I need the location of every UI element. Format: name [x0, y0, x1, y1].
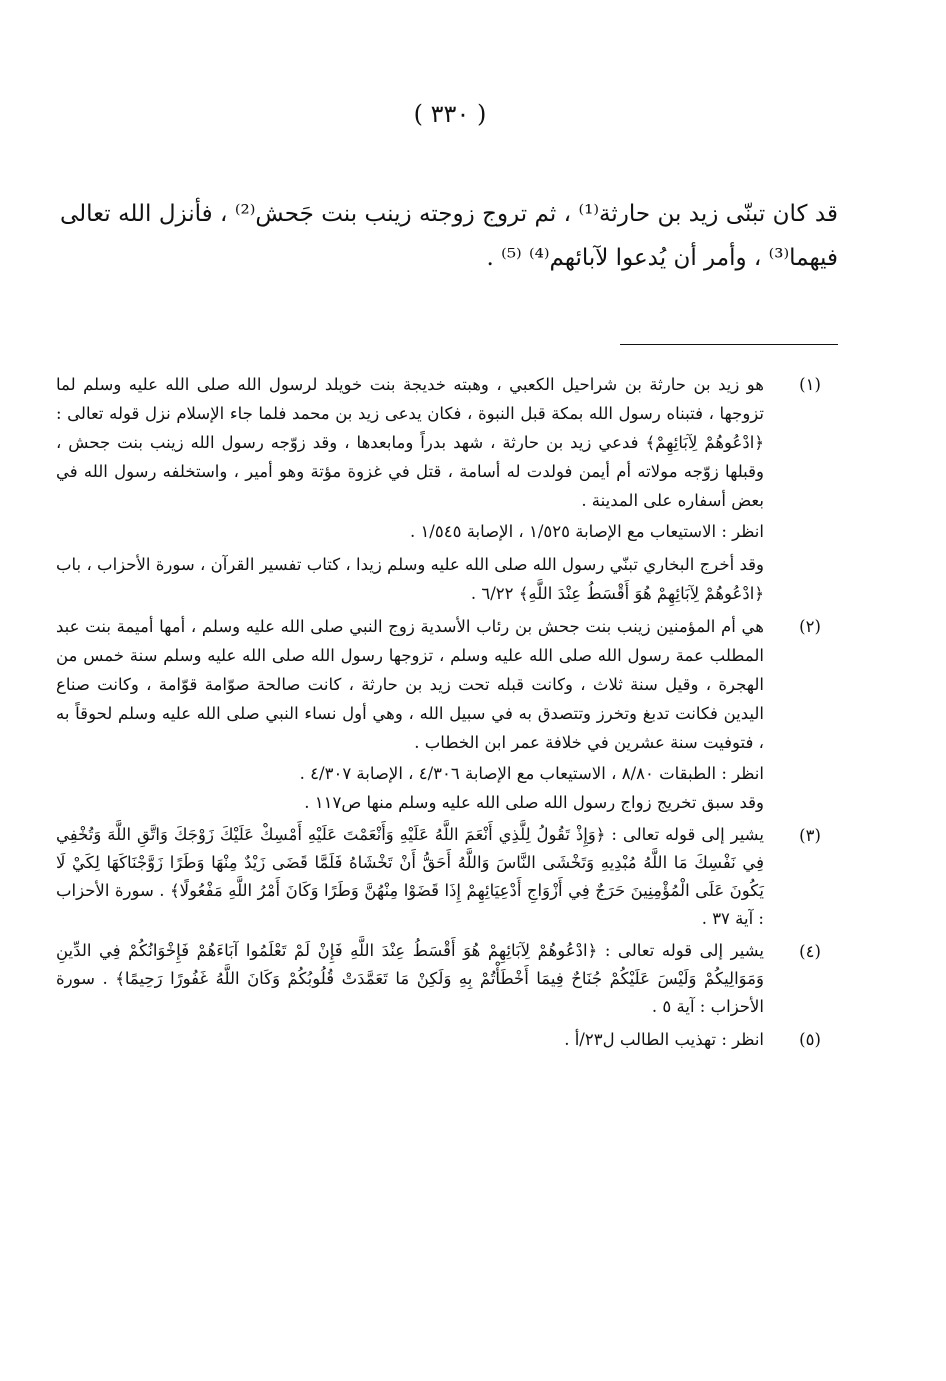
footnote-number: (٤)	[799, 942, 821, 961]
footnote-number: (١)	[799, 375, 821, 394]
footnote-5	[56, 1025, 838, 1054]
footnote-text: وقد سبق تخريج زواج رسول الله صلى الله عليه وسلم منها ص١١٧ .	[304, 793, 764, 812]
footnote-quran-quote: يشير إلى قوله تعالى : ﴿وَإِذْ تَقُولُ لِلَّذِي أَنْعَمَ اللَّهُ عَلَيْهِ وَأَنْعَمْتَ عَلَيْهِ أَمْسِكْ عَلَيْكَ زَوْجَكَ وَاتَّقِ اللَّهَ وَتُخْفِي فِي نَفْسِكَ مَا اللَّهُ مُبْدِيهِ وَتَخْشَى النَّاسَ وَاللَّهُ أَحَقُّ أَنْ تَخْشَاهُ فَلَمَّا قَضَى زَيْدٌ مِنْهَا وَطَرًا زَوَّجْنَاكَهَا لِكَيْ لَا يَكُونَ عَلَى الْمُؤْمِنِينَ حَرَجٌ فِي أَزْوَاجِ أَدْعِيَائِهِمْ إِذَا قَضَوْا مِنْهُنَّ وَطَرًا وَكَانَ أَمْرُ اللَّهِ مَفْعُولًا﴾ . سورة الأحزاب : آية ٣٧ .	[56, 825, 764, 928]
footnote-number: (٥)	[799, 1030, 821, 1049]
footnote-separator	[620, 344, 838, 345]
footnotes-section	[56, 370, 838, 1054]
page-number: ( ٣٣٠ )	[413, 100, 487, 128]
footnote-body	[56, 612, 764, 817]
footnote-text: انظر : تهذيب الطالب ل٢٣/أ .	[564, 1030, 764, 1049]
footnote-4	[56, 937, 838, 1021]
footnote-text: هي أم المؤمنين زينب بنت جحش بن رئاب الأسدية زوج النبي صلى الله عليه وسلم ، أمها أميمة بنت عبد المطلب عمة رسول الله صلى الله عليه وسلم ، تزوجها رسول الله صلى الله عليه وسلم سنة خمس من الهجرة ، وقيل سنة ثلاث ، وكانت قبله تحت زيد بن حارثة ، كانت صالحة صوّامة قوّامة ، وكانت صناع اليدين فكانت تدبغ وتخرز وتتصدق به في سبيل الله ، وهي أول نساء النبي صلى الله عليه وسلم لحوقاً به ، فتوفيت سنة عشرين في خلافة عمر ابن الخطاب .	[56, 617, 764, 752]
footnote-body	[56, 1025, 764, 1054]
footnote-body	[56, 937, 764, 1021]
footnote-quran-quote: يشير إلى قوله تعالى : ﴿ادْعُوهُمْ لِآبَائِهِمْ هُوَ أَقْسَطُ عِنْدَ اللَّهِ فَإِنْ لَمْ تَعْلَمُوا آبَاءَهُمْ فَإِخْوَانُكُمْ فِي الدِّينِ وَمَوَالِيكُمْ وَلَيْسَ عَلَيْكُمْ جُنَاحٌ فِيمَا أَخْطَأْتُمْ بِهِ وَلَكِنْ مَا تَعَمَّدَتْ قُلُوبُكُمْ وَكَانَ اللَّهُ غَفُورًا رَحِيمًا﴾ . سورة الأحزاب : آية ٥ .	[56, 941, 764, 1016]
footnote-body	[56, 821, 764, 933]
footnote-citation: انظر : الطبقات ٨/٨٠ ، الاستيعاب مع الإصابة ٤/٣٠٦ ، الإصابة ٤/٣٠٧ .	[299, 764, 764, 783]
footnote-text: وقد أخرج البخاري تبنّي رسول الله صلى الله عليه وسلم زيدا ، كتاب تفسير القرآن ، سورة الأحزاب ، باب ﴿ادْعُوهُمْ لِآبَائِهِمْ هُوَ أَقْسَطُ عِنْدَ اللَّهِ﴾ ٦/٢٢ .	[56, 555, 764, 603]
main-body-text	[60, 192, 838, 280]
footnote-1	[56, 370, 838, 608]
footnote-text: هو زيد بن حارثة بن شراحيل الكعبي ، وهبته خديجة بنت خويلد لرسول الله صلى الله عليه وسلم لما تزوجها ، فتبناه رسول الله بمكة قبل النبوة ، فكان يدعى زيد بن محمد فلما جاء الإسلام نزل قوله تعالى : ﴿ادْعُوهُمْ لِآبَائِهِمْ﴾ فدعي زيد بن حارثة ، شهد بدراً ومابعدها ، وقد زوّجه رسول الله زينب بنت جحش ، وقبلها زوّجه مولاته أم أيمن فولدت له أسامة ، قتل في غزوة مؤتة وهو أمير ، واستخلفه رسول الله في بعض أسفاره على المدينة .	[56, 375, 764, 510]
footnote-citation: انظر : الاستيعاب مع الإصابة ١/٥٢٥ ، الإصابة ١/٥٤٥ .	[409, 522, 764, 541]
main-paragraph: قد كان تبنّى زيد بن حارثة⁽¹⁾ ، ثم تروج زوجته زينب بنت جَحش⁽²⁾ ، فأنزل الله تعالى فيهما⁽³⁾ ، وأمر أن يُدعوا لآبائهم⁽⁴⁾ ⁽⁵⁾ .	[60, 201, 838, 271]
footnote-2	[56, 612, 838, 817]
footnote-3	[56, 821, 838, 933]
footnote-body	[56, 370, 764, 608]
footnote-number: (٣)	[799, 826, 821, 845]
footnote-number: (٢)	[799, 617, 821, 636]
